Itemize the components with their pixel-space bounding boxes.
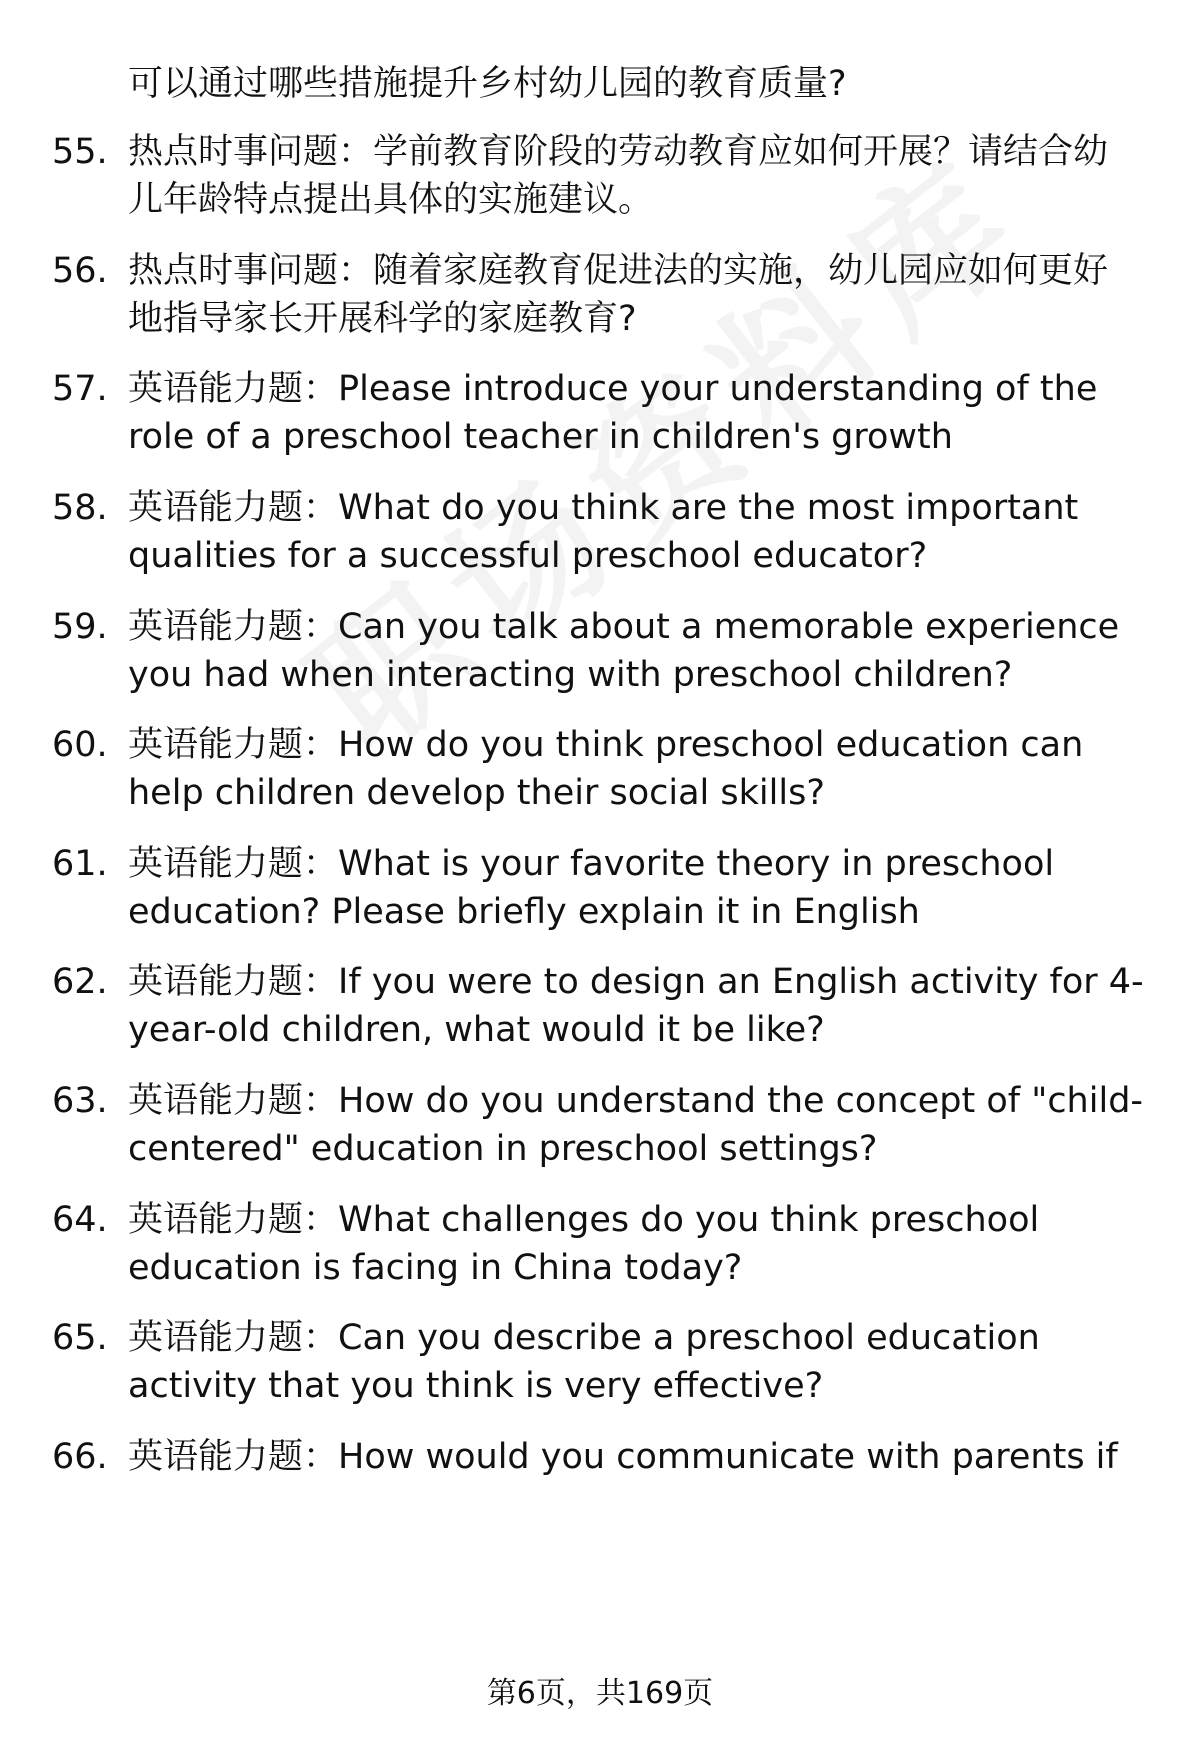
question-number: 55. xyxy=(52,132,108,172)
question-text xyxy=(128,603,1168,699)
question-text xyxy=(128,484,1168,580)
question-line: 英语能力题：Please introduce your understanding of the xyxy=(128,369,1098,409)
question-text xyxy=(128,1433,1168,1481)
question-text xyxy=(128,958,1168,1054)
question-number: 62. xyxy=(52,962,108,1002)
question-text xyxy=(128,128,1168,224)
question-line: you had when interacting with preschool children? xyxy=(128,655,1013,695)
question-text xyxy=(128,1196,1168,1292)
question-number: 59. xyxy=(52,607,108,647)
question-line: centered" education in preschool settings? xyxy=(128,1129,878,1169)
question-number: 58. xyxy=(52,488,108,528)
question-line: activity that you think is very effective? xyxy=(128,1366,824,1406)
question-text xyxy=(128,721,1168,817)
question-number: 66. xyxy=(52,1437,108,1477)
question-line: 英语能力题：What is your favorite theory in preschool xyxy=(128,844,1055,884)
question-number: 64. xyxy=(52,1200,108,1240)
question-line: 热点时事问题：随着家庭教育促进法的实施，幼儿园应如何更好 xyxy=(128,251,1109,291)
question-line: 英语能力题：If you were to design an English activity for 4- xyxy=(128,962,1144,1002)
question-line: role of a preschool teacher in children's growth xyxy=(128,417,953,457)
question-line: 英语能力题：How do you think preschool education can xyxy=(128,725,1084,765)
question-line: qualities for a successful preschool educator? xyxy=(128,536,928,576)
question-number: 61. xyxy=(52,844,108,884)
question-line: education? Please briefly explain it in English xyxy=(128,892,920,932)
question-text xyxy=(128,1077,1168,1173)
page-footer: 第6页，共169页 xyxy=(486,1676,714,1711)
question-line: 英语能力题：What challenges do you think preschool xyxy=(128,1200,1040,1240)
question-line: 热点时事问题：学前教育阶段的劳动教育应如何开展？请结合幼 xyxy=(128,132,1109,172)
question-line: 英语能力题：How do you understand the concept of "child- xyxy=(128,1081,1144,1121)
question-number: 63. xyxy=(52,1081,108,1121)
question-number: 60. xyxy=(52,725,108,765)
question-text xyxy=(128,840,1168,936)
question-line: 英语能力题：What do you think are the most important xyxy=(128,488,1079,528)
question-line: 地指导家长开展科学的家庭教育? xyxy=(128,299,637,339)
question-number: 65. xyxy=(52,1318,108,1358)
question-text xyxy=(128,247,1168,343)
question-line: help children develop their social skills? xyxy=(128,773,825,813)
question-line: 儿年龄特点提出具体的实施建议。 xyxy=(128,180,654,220)
question-line: year-old children, what would it be like? xyxy=(128,1010,825,1050)
question-line: education is facing in China today? xyxy=(128,1248,743,1288)
continuation-line: 可以通过哪些措施提升乡村幼儿园的教育质量? xyxy=(128,64,847,104)
question-line: 英语能力题：Can you describe a preschool education xyxy=(128,1318,1040,1358)
question-text xyxy=(128,1314,1168,1410)
question-line: 英语能力题：Can you talk about a memorable experience xyxy=(128,607,1120,647)
question-line: 英语能力题：How would you communicate with parents if xyxy=(128,1437,1118,1477)
question-text xyxy=(128,365,1168,461)
question-number: 56. xyxy=(52,251,108,291)
question-number: 57. xyxy=(52,369,108,409)
